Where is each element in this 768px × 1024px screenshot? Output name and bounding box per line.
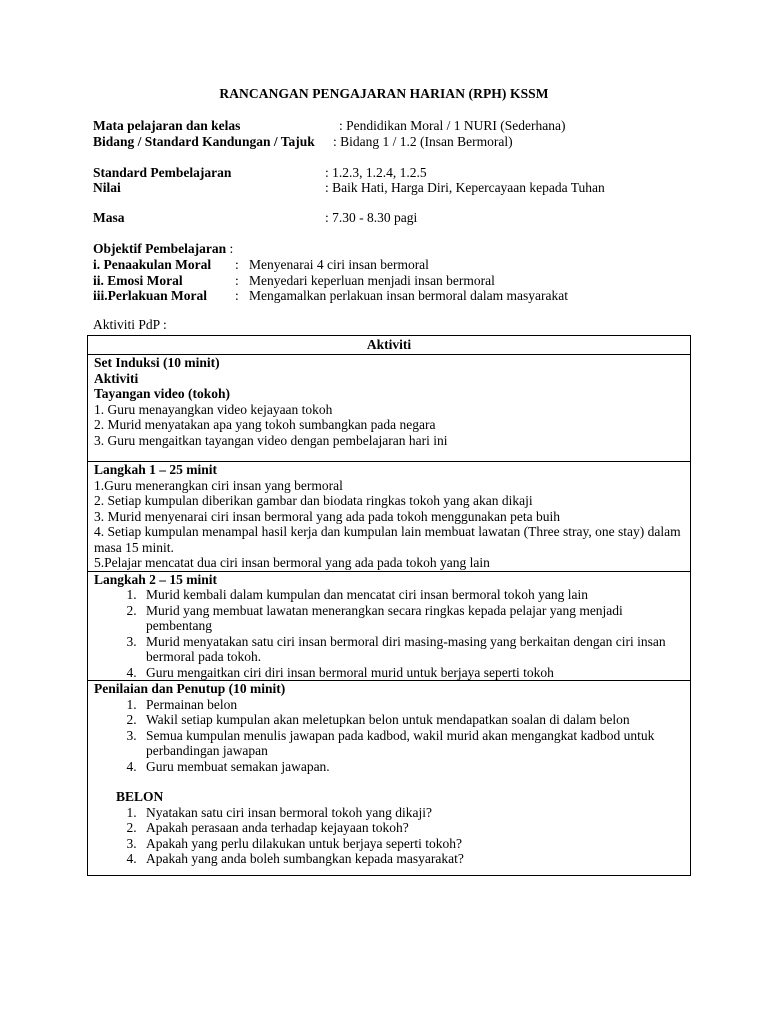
objektif-item-label: iii.Perlakuan Moral (93, 288, 207, 303)
standard-value: : 1.2.3, 1.2.4, 1.2.5 (325, 165, 427, 180)
table-header: Aktiviti (88, 336, 691, 355)
langkah2-title: Langkah 2 – 15 minit (94, 571, 218, 587)
aktiviti-pdp-label: Aktiviti PdP : (93, 317, 167, 332)
set-induksi-title: Set Induksi (10 minit) (94, 355, 220, 370)
list-item: 2. Apakah perasaan anda terhadap kejayaan tokoh? (140, 820, 684, 836)
list-item: 4. Guru membuat semakan jawapan. (140, 759, 684, 775)
langkah1-row (88, 462, 691, 572)
set-induksi-line: 1. Guru menayangkan video kejayaan tokoh (94, 401, 333, 417)
list-item: 1. Nyatakan satu ciri insan bermoral tokoh yang dikaji? (140, 805, 684, 821)
penilaian-row (88, 681, 691, 876)
list-item: 3. Semua kumpulan menulis jawapan pada kadbod, wakil murid akan mengangkat kadbod untuk perbandingan jawapan (140, 728, 684, 759)
penilaian-cell (88, 681, 691, 876)
objektif-heading: Objektif Pembelajaran (93, 241, 227, 256)
langkah2-row (88, 571, 691, 681)
langkah1-title: Langkah 1 – 25 minit (94, 462, 218, 477)
mata-pelajaran-row (93, 118, 566, 134)
nilai-row (93, 180, 605, 196)
objektif-item-colon: : (235, 288, 239, 303)
langkah1-line: 3. Murid menyenarai ciri insan bermoral yang ada pada tokoh menggunakan peta buih (94, 508, 560, 524)
nilai-value: : Baik Hati, Harga Diri, Kepercayaan kepada Tuhan (325, 180, 605, 195)
list-item: 4. Apakah yang anda boleh sumbangkan kepada masyarakat? (140, 851, 684, 867)
langkah1-line: 1.Guru menerangkan ciri insan yang bermoral (94, 477, 343, 493)
objektif-heading-colon: : (226, 241, 234, 256)
masa-value: : 7.30 - 8.30 pagi (325, 210, 418, 225)
objektif-item-label: ii. Emosi Moral (93, 273, 183, 288)
set-induksi-subtitle: Aktiviti (94, 370, 139, 386)
list-item: 3. Murid menyatakan satu ciri insan bermoral diri masing-masing yang berkaitan dengan ciri insan bermoral pada tokoh. (140, 634, 684, 665)
objektif-heading-row (93, 241, 233, 257)
spacer (94, 774, 684, 789)
penilaian-list (94, 697, 684, 775)
list-item: 2. Wakil setiap kumpulan akan meletupkan belon untuk mendapatkan soalan di dalam belon (140, 712, 684, 728)
objektif-item-label: i. Penaakulan Moral (93, 257, 212, 272)
set-induksi-row (88, 355, 691, 462)
masa-row (93, 210, 418, 226)
set-induksi-line: 2. Murid menyatakan apa yang tokoh sumbangkan pada negara (94, 417, 436, 432)
langkah2-list (94, 587, 684, 680)
list-item: 2. Murid yang membuat lawatan menerangkan secara ringkas kepada pelajar yang menjadi pembentang (140, 603, 684, 634)
set-induksi-line: 3. Guru mengaitkan tayangan video dengan pembelajaran hari ini (94, 432, 448, 448)
objektif-item-value: Menyedari keperluan menjadi insan bermoral (249, 273, 495, 288)
langkah1-line: 5.Pelajar mencatat dua ciri insan bermoral yang ada pada tokoh yang lain (94, 555, 490, 570)
mata-pelajaran-label: Mata pelajaran dan kelas (93, 118, 241, 133)
list-item: 1. Murid kembali dalam kumpulan dan mencatat ciri insan bermoral tokoh yang lain (140, 587, 684, 603)
objektif-item (93, 273, 495, 289)
langkah2-cell (88, 571, 691, 681)
document-title: RANCANGAN PENGAJARAN HARIAN (RPH) KSSM (219, 86, 549, 101)
masa-label: Masa (93, 210, 125, 225)
bidang-label: Bidang / Standard Kandungan / Tajuk (93, 134, 315, 149)
objektif-item (93, 288, 568, 304)
table-header-row (88, 336, 691, 355)
set-induksi-cell (88, 355, 691, 462)
bidang-value: : Bidang 1 / 1.2 (Insan Bermoral) (333, 134, 513, 149)
nilai-label: Nilai (93, 180, 121, 195)
list-item: 3. Apakah yang perlu dilakukan untuk berjaya seperti tokoh? (140, 836, 684, 852)
objektif-item-colon: : (235, 257, 239, 272)
langkah1-line: 4. Setiap kumpulan menampal hasil kerja dan kumpulan lain membuat lawatan (Three stray, one stay) dalam masa 15 minit. (94, 524, 681, 555)
activity-table (87, 335, 691, 876)
list-item: 4. Guru mengaitkan ciri diri insan bermoral murid untuk berjaya seperti tokoh (140, 665, 684, 681)
objektif-item-colon: : (235, 273, 239, 288)
set-induksi-subtitle: Tayangan video (tokoh) (94, 386, 231, 401)
standard-row (93, 165, 427, 181)
langkah1-line: 2. Setiap kumpulan diberikan gambar dan biodata ringkas tokoh yang akan dikaji (94, 493, 533, 508)
objektif-item-value: Menyenarai 4 ciri insan bermoral (249, 257, 429, 272)
standard-label: Standard Pembelajaran (93, 165, 232, 180)
list-item: 1. Permainan belon (140, 697, 684, 713)
bidang-row (93, 134, 513, 150)
langkah1-cell (88, 462, 691, 572)
objektif-item-value: Mengamalkan perlakuan insan bermoral dalam masyarakat (249, 288, 568, 303)
penilaian-title: Penilaian dan Penutup (10 minit) (94, 681, 286, 696)
mata-pelajaran-value: : Pendidikan Moral / 1 NURI (Sederhana) (339, 118, 566, 133)
belon-title: BELON (116, 789, 164, 804)
objektif-item (93, 257, 429, 273)
belon-list (94, 805, 684, 867)
